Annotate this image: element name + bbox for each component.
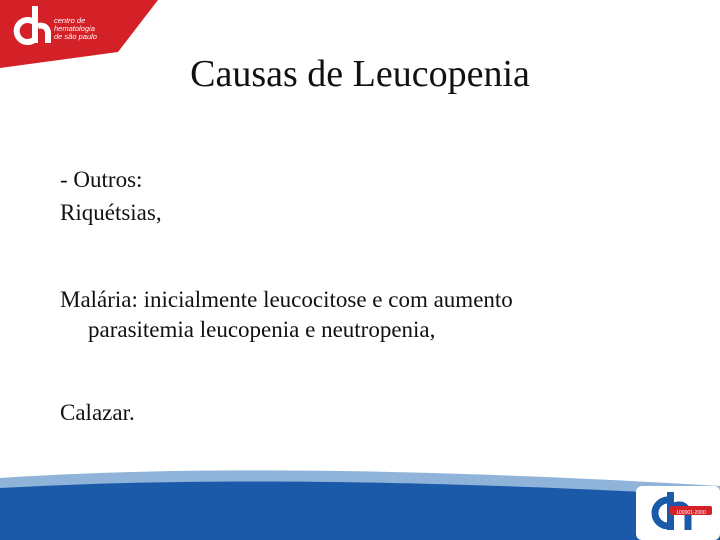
body-line-riquetsias: Riquétsias, — [60, 200, 162, 225]
body-line-calazar: Calazar. — [60, 400, 135, 425]
bottom-logo-badge-text: 100001-2000 — [676, 510, 706, 516]
body-line-malaria: Malária: inicialmente leucocitose e com aumento — [60, 287, 513, 312]
body-line-malaria-cont: parasitemia leucopenia e neutropenia, — [88, 317, 436, 342]
logo-line-1: centro de — [54, 16, 86, 25]
logo-line-2: hematologia — [54, 24, 95, 33]
logo-text — [54, 17, 124, 41]
slide-title: Causas de Leucopenia — [190, 53, 530, 95]
body-line-outros: - Outros: — [60, 167, 143, 192]
logo-line-3: de são paulo — [54, 32, 97, 41]
